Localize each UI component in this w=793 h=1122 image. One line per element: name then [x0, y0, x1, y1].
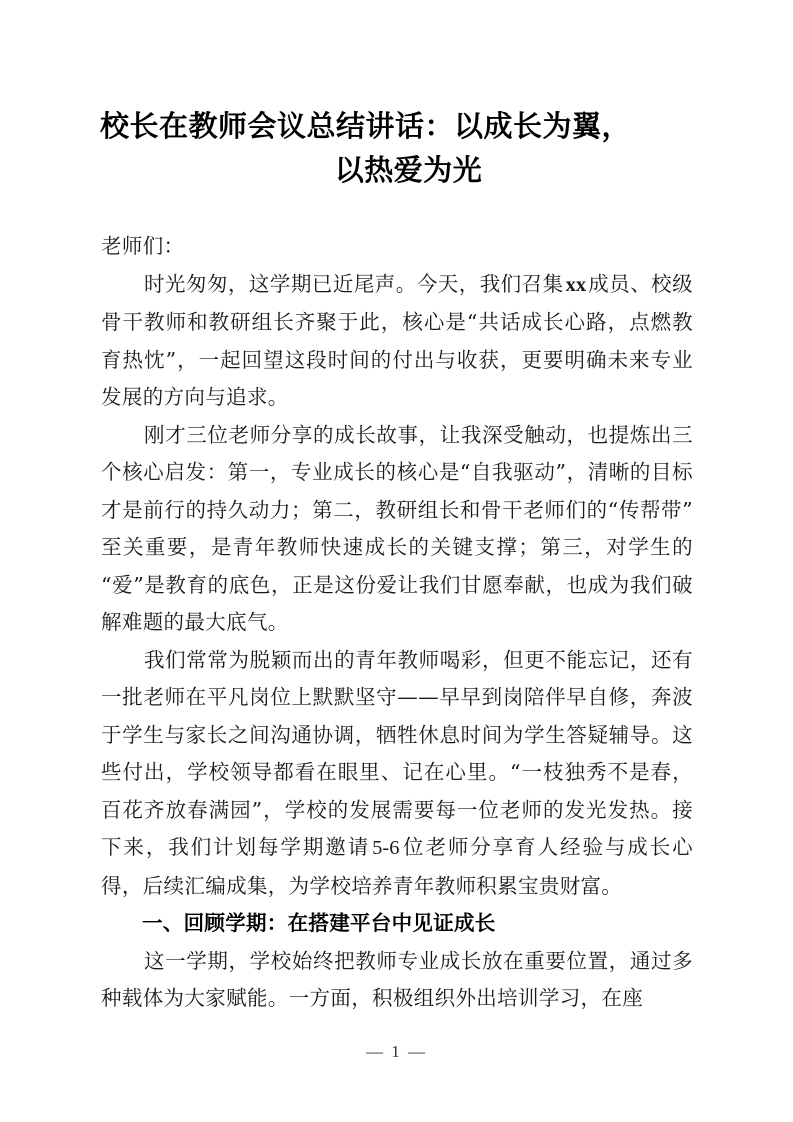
- paragraph-3-text-b: 位老师分享育人经验与成长心得，后续汇编成集，为学校培养青年教师积累宝贵财富。: [101, 835, 693, 898]
- paragraph-3-text-a: 我们常常为脱颖而出的青年教师喝彩，但更不能忘记，还有一批老师在平凡岗位上默默坚守——早早到岗陪伴早自修，奔波于学生与家长之间沟通协调，牺牲休息时间为学生答疑辅导。这些付出，学校领导都看在眼里、记在心里。“一枝独秀不是春，百花齐放春满园”，学校的发展需要每一位老师的发光发热。接下来，我们计划每学期邀请: [101, 647, 693, 859]
- paragraph-3-number-range: 5-6: [372, 837, 400, 859]
- paragraph-1: [101, 266, 693, 417]
- paragraph-3: [101, 642, 693, 906]
- page-title-line-1: 校长在教师会议总结讲话：以成长为翼，: [100, 109, 632, 143]
- page-number-footer: — 1 —: [366, 1042, 427, 1061]
- paragraph-2: 刚才三位老师分享的成长故事，让我深受触动，也提炼出三个核心启发：第一，专业成长的核心是“自我驱动”，清晰的目标才是前行的持久动力；第二，教研组长和骨干老师们的“传帮带”至关重要，是青年教师快速成长的关键支撑；第三，对学生的“爱”是教育的底色，正是这份爱让我们甘愿奉献，也成为我们破解难题的最大底气。: [101, 422, 693, 634]
- salutation: 老师们：: [101, 234, 185, 258]
- document-body: [101, 228, 693, 1018]
- paragraph-1-latin-token: xx: [565, 273, 587, 296]
- section-1-paragraph-1: 这一学期，学校始终把教师专业成长放在重要位置，通过多种载体为大家赋能。一方面，积极组织外出培训学习，在座: [101, 948, 693, 1010]
- page-title-line-2: 以热爱为光: [334, 153, 483, 187]
- page-title: [100, 104, 693, 192]
- paragraph-1-text-b: 成员、校级骨干教师和教研组长齐聚于此，核心是“共话成长心路，点燃教育热忱”，一起回望这段时间的付出与收获，更要明确未来专业发展的方向与追求。: [101, 271, 693, 409]
- paragraph-1-text-a: 时光匆匆，这学期已近尾声。今天，我们召集: [144, 271, 564, 296]
- section-heading-1: 一、回顾学期：在搭建平台中见证成长: [142, 911, 496, 935]
